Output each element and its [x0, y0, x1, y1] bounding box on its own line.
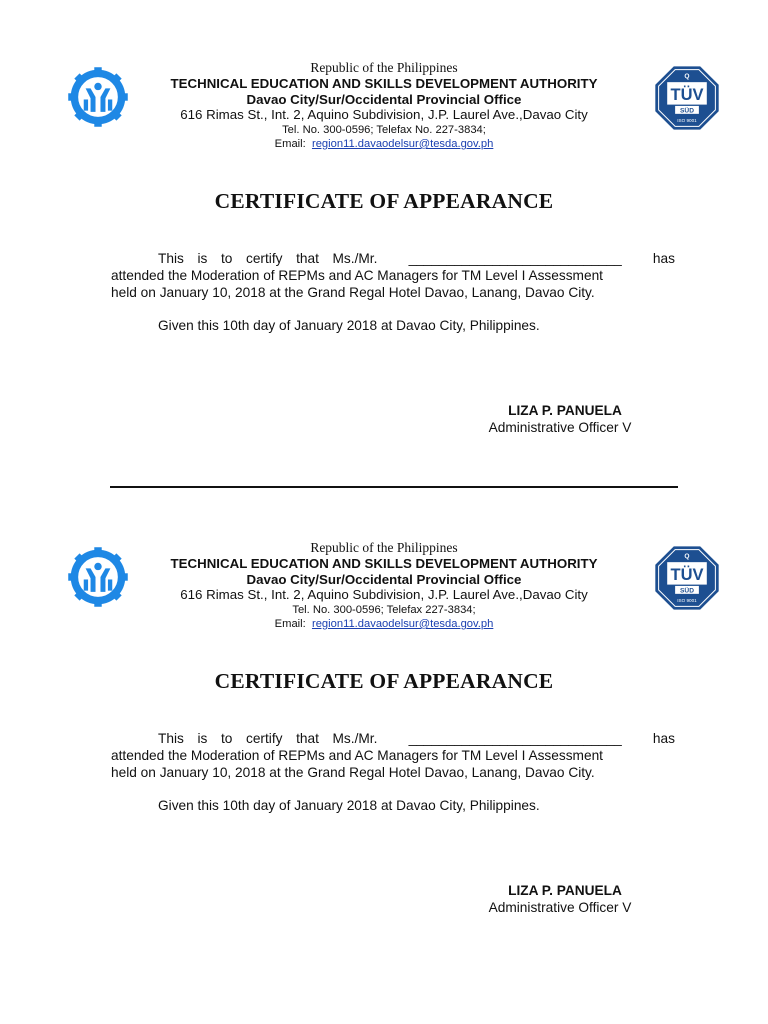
- signatory-name: LIZA P. PANUELA: [508, 883, 622, 898]
- certify-has: has: [652, 731, 675, 746]
- office-address: 616 Rimas St., Int. 2, Aquino Subdivision, J.P. Laurel Ave.,Davao City: [180, 107, 588, 122]
- body-line-3: held on January 10, 2018 at the Grand Regal Hotel Davao, Lanang, Davao City.: [111, 765, 595, 780]
- office-name: Davao City/Sur/Occidental Provincial Office: [246, 572, 522, 587]
- svg-text:Q: Q: [684, 73, 690, 81]
- certificate-title: CERTIFICATE OF APPEARANCE: [214, 189, 554, 213]
- email-link[interactable]: region11.davaodelsur@tesda.gov.ph: [311, 618, 494, 630]
- signatory-position: Administrative Officer V: [488, 420, 632, 435]
- certify-text: This is to certify that Ms./Mr.: [158, 251, 378, 266]
- office-phone: Tel. No. 300-0596; Telefax No. 227-3834;: [282, 124, 486, 136]
- office-phone: Tel. No. 300-0596; Telefax 227-3834;: [292, 604, 476, 616]
- body-line-2: attended the Moderation of REPMs and AC Managers for TM Level I Assessment: [111, 748, 603, 763]
- email-label: Email:: [274, 138, 306, 150]
- body-line-2: attended the Moderation of REPMs and AC Managers for TM Level I Assessment: [111, 268, 603, 283]
- tuv-sud-logo-icon: [654, 545, 720, 611]
- cut-divider-line: [110, 486, 678, 488]
- email-label: Email:: [274, 618, 306, 630]
- body-line-3: held on January 10, 2018 at the Grand Regal Hotel Davao, Lanang, Davao City.: [111, 285, 595, 300]
- signatory-name: LIZA P. PANUELA: [508, 403, 622, 418]
- signatory-block: [440, 882, 680, 916]
- svg-text:ISO 9001: ISO 9001: [677, 597, 697, 603]
- svg-text:Q: Q: [684, 553, 690, 561]
- certificate-body: [111, 250, 675, 334]
- svg-text:TÜV: TÜV: [670, 565, 704, 584]
- signatory-block: [440, 402, 680, 436]
- certificate-title: CERTIFICATE OF APPEARANCE: [214, 669, 554, 693]
- tuv-sud-logo-icon: [654, 65, 720, 131]
- email-link[interactable]: region11.davaodelsur@tesda.gov.ph: [311, 138, 494, 150]
- certify-has: has: [652, 251, 675, 266]
- certify-line: [111, 730, 675, 747]
- given-line: Given this 10th day of January 2018 at Davao City, Philippines.: [158, 318, 540, 333]
- certify-line: [111, 250, 675, 267]
- email-line: [0, 618, 768, 630]
- republic-line: Republic of the Philippines: [310, 60, 458, 75]
- office-name: Davao City/Sur/Occidental Provincial Office: [246, 92, 522, 107]
- name-blank-field[interactable]: ____________________________: [408, 731, 622, 746]
- agency-name: TECHNICAL EDUCATION AND SKILLS DEVELOPMENT AUTHORITY: [170, 76, 598, 91]
- republic-line: Republic of the Philippines: [310, 540, 458, 555]
- given-line: Given this 10th day of January 2018 at Davao City, Philippines.: [158, 798, 540, 813]
- certificate-body: [111, 730, 675, 814]
- signatory-position: Administrative Officer V: [488, 900, 632, 915]
- name-blank-field[interactable]: ____________________________: [408, 251, 622, 266]
- email-line: [0, 138, 768, 150]
- svg-text:ISO 9001: ISO 9001: [677, 117, 697, 123]
- svg-text:SÜD: SÜD: [680, 107, 694, 115]
- svg-text:SÜD: SÜD: [680, 587, 694, 595]
- office-address: 616 Rimas St., Int. 2, Aquino Subdivision, J.P. Laurel Ave.,Davao City: [180, 587, 588, 602]
- agency-name: TECHNICAL EDUCATION AND SKILLS DEVELOPMENT AUTHORITY: [170, 556, 598, 571]
- svg-text:TÜV: TÜV: [670, 85, 704, 104]
- certify-text: This is to certify that Ms./Mr.: [158, 731, 378, 746]
